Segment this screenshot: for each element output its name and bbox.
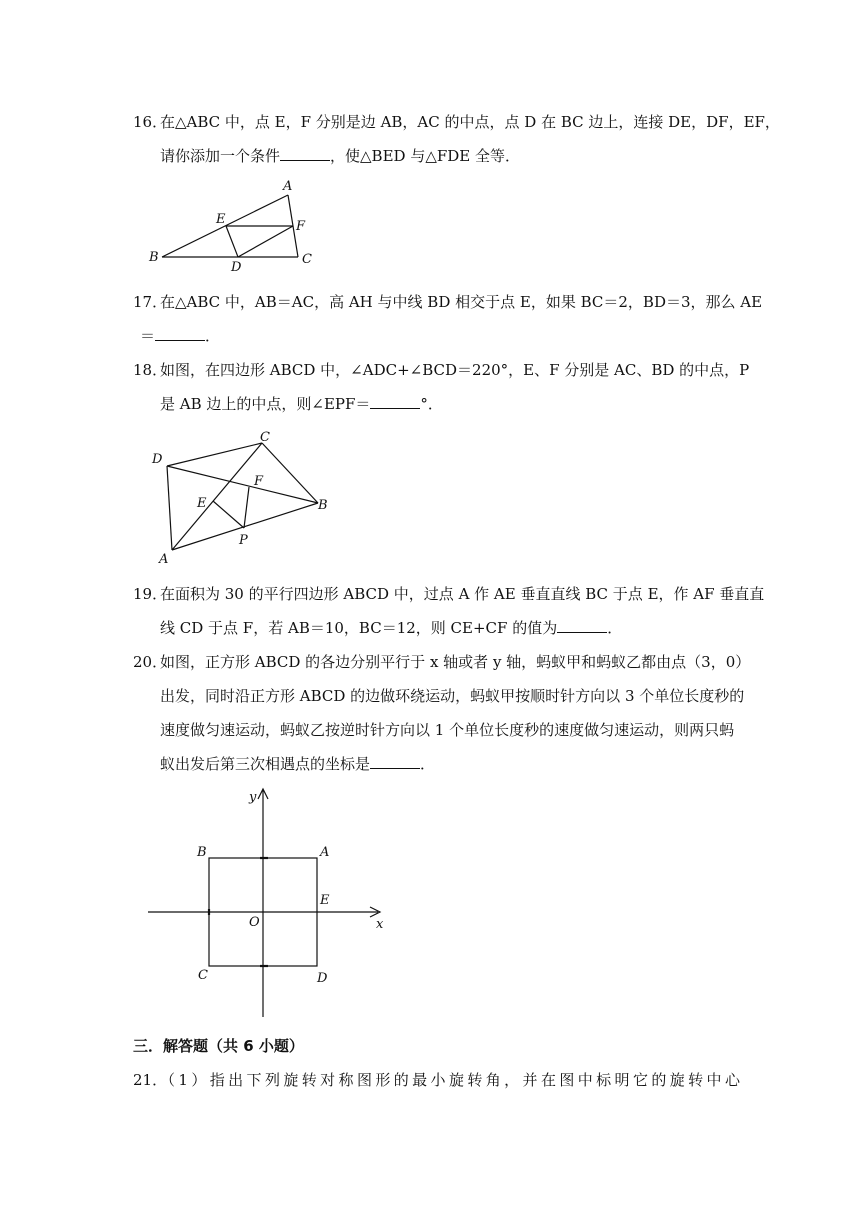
q20-number: 20． <box>133 653 168 671</box>
q18-label-f: F <box>254 474 264 489</box>
q20-text-4b: ． <box>420 755 436 773</box>
q18-diagonal-ac <box>172 443 262 550</box>
q17-text-2a: ＝ <box>140 327 156 345</box>
q20-label-a: A <box>320 845 330 860</box>
q18-label-p: P <box>239 533 248 548</box>
q20-text-line1: 如图，正方形 ABCD 的各边分别平行于 x 轴或者 y 轴，蚂蚁甲和蚂蚁乙都由点（3，0） <box>160 653 751 671</box>
q19-number: 19． <box>133 585 168 603</box>
q19-text-line2 <box>160 618 622 638</box>
q17-number: 17． <box>133 293 168 311</box>
q17-text-line2 <box>140 326 220 346</box>
q18-segment-ad <box>167 466 172 550</box>
q18-text-2b: °． <box>420 395 443 413</box>
q17-answer-blank <box>155 326 205 341</box>
q20-text-line3: 速度做匀速运动，蚂蚁乙按逆时针方向以 1 个单位长度秒的速度做匀速运动，则两只蚂 <box>160 721 735 739</box>
q16-text-2b: ，使△BED 与△FDE 全等． <box>330 147 521 165</box>
q19-text-line1: 在面积为 30 的平行四边形 ABCD 中，过点 A 作 AE 垂直直线 BC 于点 E，作 AF 垂直直 <box>160 585 765 603</box>
q21-number: 21． <box>133 1071 168 1089</box>
q18-segment-fp <box>244 487 249 528</box>
q18-segment-cb <box>262 443 318 503</box>
q16-answer-blank <box>280 146 330 161</box>
q18-label-a: A <box>159 552 169 567</box>
q20-label-o: O <box>249 915 260 930</box>
q19-answer-blank <box>557 618 607 633</box>
q17-text-line1: 在△ABC 中，AB＝AC，高 AH 与中线 BD 相交于点 E，如果 BC＝2，BD＝3，那么 AE <box>160 293 763 311</box>
q18-text-2a: 是 AB 边上的中点，则∠EPF＝ <box>160 395 371 413</box>
q18-label-d: D <box>152 452 163 467</box>
q16-label-b: B <box>149 250 159 265</box>
q18-segment-ep <box>213 501 244 528</box>
q16-label-a: A <box>283 179 293 194</box>
q16-label-e: E <box>216 212 226 227</box>
q18-label-c: C <box>260 430 270 445</box>
q16-number: 16． <box>133 113 168 131</box>
q20-text-4a: 蚁出发后第三次相遇点的坐标是 <box>160 755 371 773</box>
q18-segment-dc <box>167 443 262 466</box>
q16-label-d: D <box>231 260 242 275</box>
q20-figure <box>140 782 400 1022</box>
q18-figure <box>140 425 350 570</box>
q19-text-2a: 线 CD 于点 F，若 AB＝10，BC＝12，则 CE+CF 的值为 <box>160 619 558 637</box>
q20-label-x: x <box>376 917 384 932</box>
section-heading-solutions: 三．解答题（共 6 小题） <box>133 1037 304 1055</box>
q20-label-d: D <box>317 971 328 986</box>
q19-text-2b: ． <box>607 619 623 637</box>
q18-answer-blank <box>370 394 420 409</box>
q20-text-line2: 出发，同时沿正方形 ABCD 的边做环绕运动，蚂蚁甲按顺时针方向以 3 个单位长度秒的 <box>160 687 745 705</box>
q20-label-c: C <box>198 968 208 983</box>
q18-label-e: E <box>197 496 207 511</box>
q18-text-line2 <box>160 394 443 414</box>
q20-label-y: y <box>249 790 257 805</box>
q18-diagonal-db <box>167 466 318 503</box>
q16-text-line2 <box>160 146 520 166</box>
q18-label-b: B <box>318 498 328 513</box>
q20-label-e: E <box>320 893 330 908</box>
q16-segment-de <box>226 226 238 257</box>
q16-text-line1: 在△ABC 中，点 E，F 分别是边 AB，AC 的中点，点 D 在 BC 边上，连接 DE，DF，EF， <box>160 113 780 131</box>
q16-label-f: F <box>296 219 306 234</box>
q16-figure <box>140 175 330 275</box>
q16-segment-df <box>238 226 293 257</box>
q18-text-line1: 如图，在四边形 ABCD 中，∠ADC+∠BCD＝220°，E、F 分别是 AC、BD 的中点，P <box>160 361 750 379</box>
q20-answer-blank <box>370 754 420 769</box>
q16-label-c: C <box>302 252 312 267</box>
q16-text-2a: 请你添加一个条件 <box>160 147 281 165</box>
q17-text-2b: ． <box>205 327 221 345</box>
q21-text-line1: （1）指出下列旋转对称图形的最小旋转角，并在图中标明它的旋转中心 <box>160 1071 744 1089</box>
q20-text-line4 <box>160 754 435 774</box>
q20-label-b: B <box>197 845 207 860</box>
q18-number: 18． <box>133 361 168 379</box>
